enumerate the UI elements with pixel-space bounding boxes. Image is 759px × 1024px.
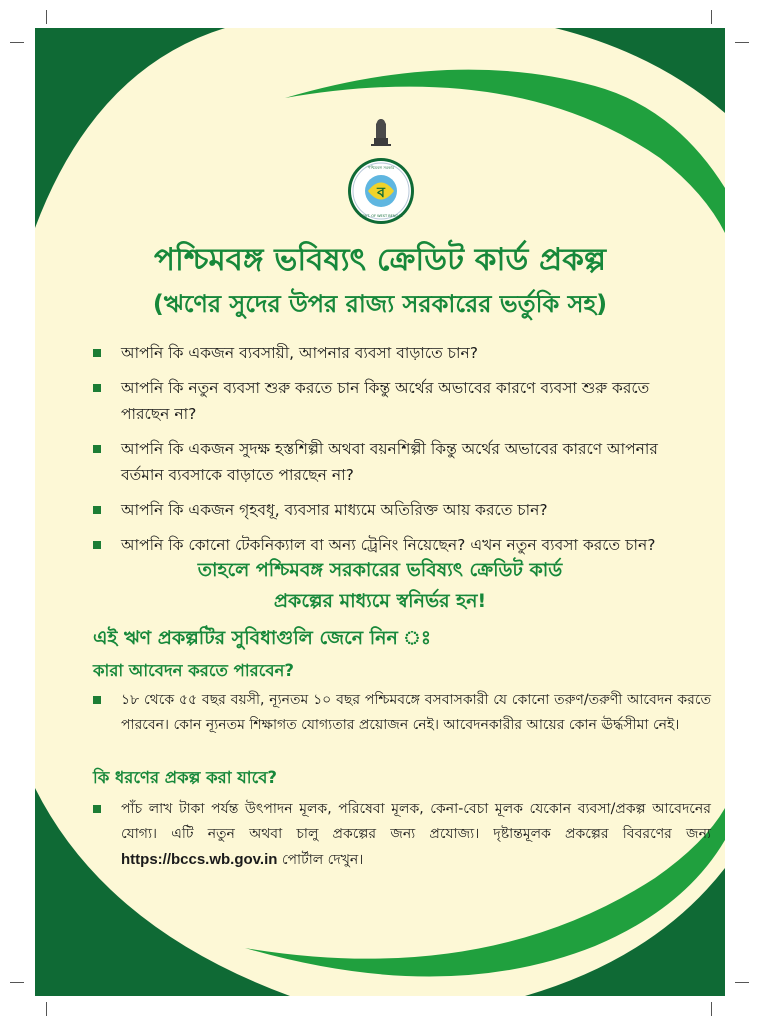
- question-item: [93, 497, 693, 523]
- crop-mark-right-bottom: [735, 982, 749, 983]
- projects-text: পাঁচ লাখ টাকা পর্যন্ত উৎপাদন মূলক, পরিষেবা মূলক, কেনা-বেচা মূলক যেকোন ব্যবসা/প্রকল্প আবেদনের যোগ্য। এটি নতুন অথবা চালু প্রকল্পের জন্য প্রযোজ্য। দৃষ্টান্তমূলক প্রকল্পের বিবরণের জন্য: [121, 801, 711, 842]
- main-title: পশ্চিমবঙ্গ ভবিষ্যৎ ক্রেডিট কার্ড প্রকল্প: [153, 242, 607, 278]
- bullet-square-icon: [93, 349, 101, 357]
- crop-mark-top-right: [711, 10, 712, 24]
- question-item: [93, 375, 693, 427]
- bullet-square-icon: [93, 506, 101, 514]
- cta-line-1: তাহলে পশ্চিমবঙ্গ সরকারের ভবিষ্যৎ ক্রেডিট কার্ড: [197, 559, 563, 581]
- crop-mark-bottom-left: [46, 1002, 47, 1016]
- question-item: [93, 436, 693, 488]
- bullet-square-icon: [93, 384, 101, 392]
- question-text: আপনি কি একজন সুদক্ষ হস্তশিল্পী অথবা বয়নশিল্পী কিন্তু অর্থের অভাবের কারণে আপনার বর্তমান ব্যবসাকে বাড়াতে পারছেন না?: [121, 440, 658, 484]
- svg-text:GOVT. OF WEST BENGAL: GOVT. OF WEST BENGAL: [359, 214, 403, 218]
- cta-line-2: প্রকল্পের মাধ্যমে স্বনির্ভর হন!: [273, 590, 487, 612]
- crop-mark-right-top: [735, 42, 749, 43]
- crop-mark-left-top: [10, 42, 24, 43]
- svg-text:ব: ব: [377, 185, 385, 201]
- benefits-heading: এই ঋণ প্রকল্পটির সুবিধাগুলি জেনে নিন ঃ: [93, 627, 432, 649]
- question-item: [93, 340, 693, 366]
- projects-heading: কি ধরণের প্রকল্প করা যাবে?: [93, 768, 277, 787]
- svg-text:পশ্চিমবঙ্গ সরকার: পশ্চিমবঙ্গ সরকার: [367, 165, 395, 170]
- portal-link[interactable]: https://bccs.wb.gov.in: [121, 851, 278, 868]
- corner-shape-top-left: [35, 28, 225, 228]
- ashoka-lions-icon: [371, 119, 391, 146]
- question-text: আপনি কি একজন ব্যবসায়ী, আপনার ব্যবসা বাড়াতে চান?: [121, 344, 479, 362]
- eligibility-heading: কারা আবেদন করতে পারবেন?: [93, 661, 294, 680]
- question-text: আপনি কি নতুন ব্যবসা শুরু করতে চান কিন্তু অর্থের অভাবের কারণে ব্যবসা শুরু করতে পারছেন না?: [121, 379, 650, 423]
- eligibility-text: ১৮ থেকে ৫৫ বছর বয়সী, ন্যূনতম ১০ বছর পশ্চিমবঙ্গে বসবাসকারী যে কোনো তরুণ/তরুণী আবেদন করতে পারবেন। কোন ন্যূনতম শিক্ষাগত যোগ্যতার প্রয়োজন নেই। আবেদনকারীর আয়ের কোন ঊর্দ্ধসীমা নেই।: [121, 692, 711, 733]
- question-list: [93, 340, 693, 567]
- bullet-square-icon: [93, 696, 101, 704]
- bullet-square-icon: [93, 805, 101, 813]
- projects-paragraph: [93, 797, 711, 873]
- seal-icon: [348, 158, 414, 224]
- west-bengal-emblem: [341, 114, 421, 230]
- question-text: আপনি কি একজন গৃহবধূ, ব্যবসার মাধ্যমে অতিরিক্ত আয় করতে চান?: [121, 501, 548, 519]
- poster: [35, 28, 725, 996]
- subtitle: (ঋণের সুদের উপর রাজ্য সরকারের ভর্তুকি সহ): [152, 290, 608, 318]
- bullet-square-icon: [93, 445, 101, 453]
- crop-mark-left-bottom: [10, 982, 24, 983]
- crop-mark-top-left: [46, 10, 47, 24]
- call-to-action: [35, 555, 725, 617]
- crop-mark-bottom-right: [711, 1002, 712, 1016]
- projects-text-end: পোর্টাল দেখুন।: [277, 852, 364, 868]
- bullet-square-icon: [93, 541, 101, 549]
- eligibility-paragraph: [93, 688, 711, 738]
- question-text: আপনি কি কোনো টেকনিক্যাল বা অন্য ট্রেনিং নিয়েছেন? এখন নতুন ব্যবসা করতে চান?: [121, 536, 656, 554]
